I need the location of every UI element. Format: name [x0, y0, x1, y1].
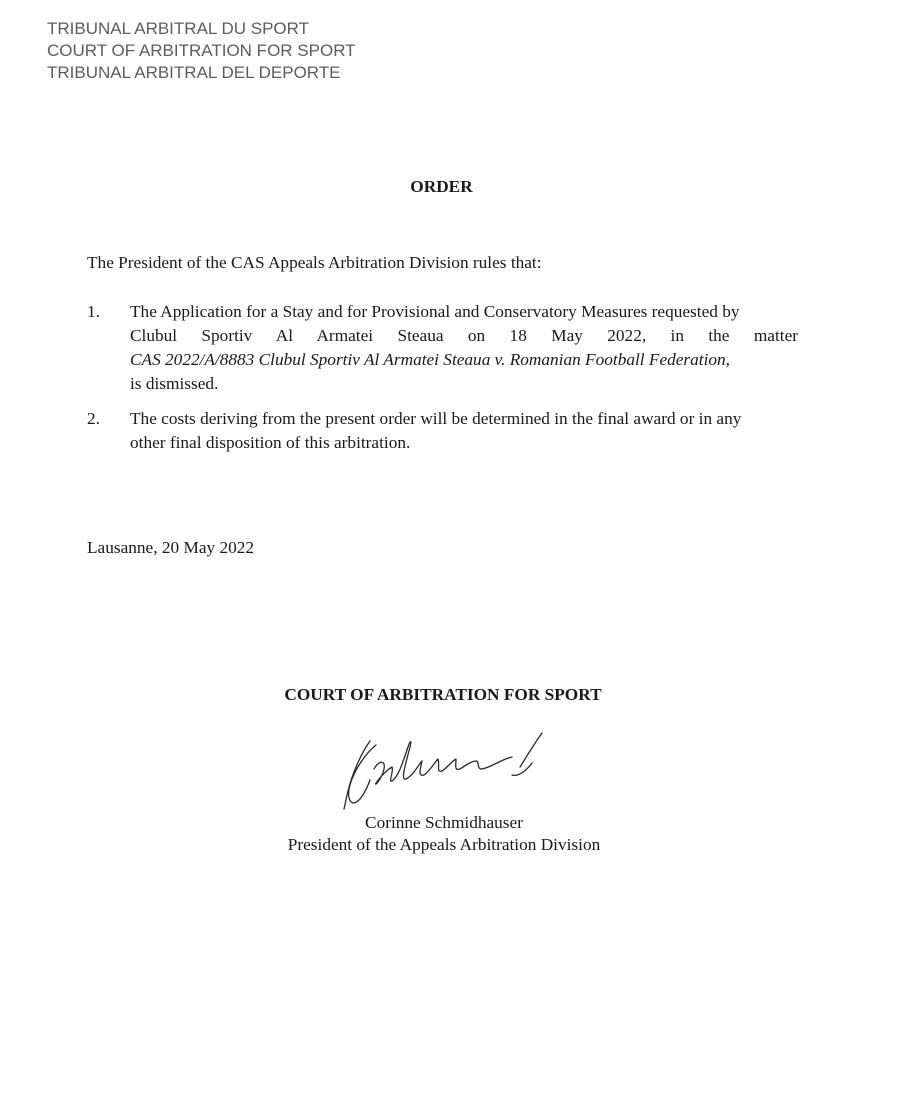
item-line: is dismissed.: [130, 374, 219, 393]
item-line: The Application for a Stay and for Provisional and Conservatory Measures requested by: [130, 302, 740, 321]
item-number: 1.: [87, 302, 100, 321]
signer-name: Corinne Schmidhauser: [365, 813, 523, 832]
item-line: The costs deriving from the present order will be determined in the final award or in any: [130, 409, 742, 428]
item-text: [130, 300, 798, 396]
letterhead-french: TRIBUNAL ARBITRAL DU SPORT: [47, 19, 309, 38]
case-reference: CAS 2022/A/8883 Clubul Sportiv Al Armatei Steaua v. Romanian Football Federation,: [130, 350, 730, 369]
item-number: 2.: [87, 409, 100, 428]
item-line: Clubul Sportiv Al Armatei Steaua on 18 May 2022, in the matter: [130, 326, 798, 345]
item-line: other final disposition of this arbitration.: [130, 433, 411, 452]
document-title: ORDER: [410, 177, 473, 196]
letterhead-spanish: TRIBUNAL ARBITRAL DEL DEPORTE: [47, 63, 341, 82]
place-and-date: Lausanne, 20 May 2022: [87, 538, 255, 557]
signer-title: President of the Appeals Arbitration Division: [287, 835, 601, 854]
item-text: [130, 407, 798, 455]
letterhead-english: COURT OF ARBITRATION FOR SPORT: [47, 41, 356, 60]
ruling-intro: The President of the CAS Appeals Arbitration Division rules that:: [87, 253, 542, 272]
letterhead: [47, 18, 356, 84]
signature-icon: [336, 725, 566, 815]
institution-name: COURT OF ARBITRATION FOR SPORT: [284, 685, 602, 704]
